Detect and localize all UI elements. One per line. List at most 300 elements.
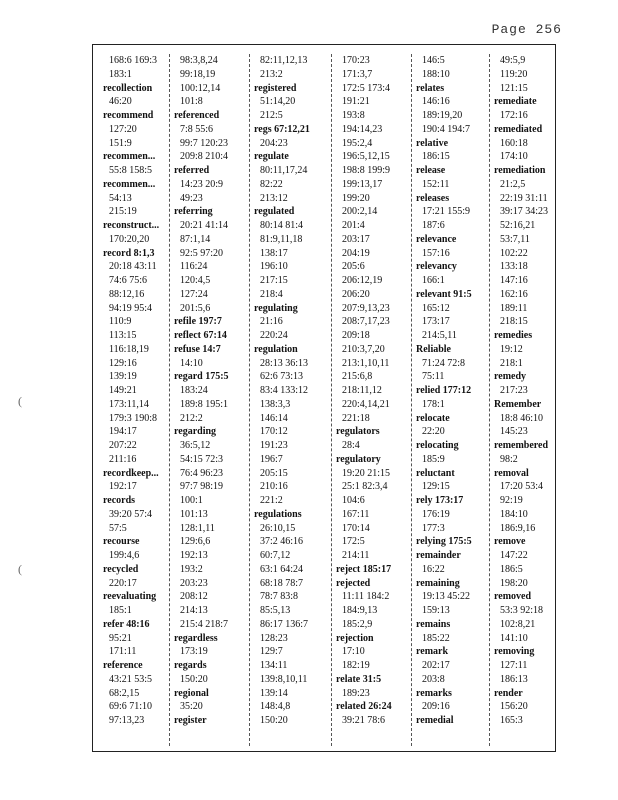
index-reference: 20:18 43:11 <box>109 261 157 273</box>
index-reference: 101:13 <box>180 508 208 520</box>
index-reference: 54:15 72:3 <box>180 453 224 465</box>
index-reference: 19:20 21:15 <box>342 467 391 479</box>
index-reference: 99:7 120:23 <box>180 137 229 149</box>
index-term: rejected <box>336 577 371 589</box>
index-term: remediation <box>494 165 546 176</box>
index-reference: 194:14,23 <box>342 123 383 135</box>
index-term: relied 177:12 <box>416 385 472 396</box>
index-reference: 128:1,11 <box>180 522 215 534</box>
index-reference: 129:7 <box>260 646 283 658</box>
index-term: releases <box>416 192 450 204</box>
index-reference: 101:8 <box>180 96 203 108</box>
index-reference: 218:11,12 <box>342 385 382 396</box>
index-term: regulate <box>254 151 289 163</box>
index-reference: 21:16 <box>260 316 283 328</box>
index-reference: 174:10 <box>500 151 528 163</box>
index-reference: 119:20 <box>500 68 528 80</box>
index-reference: 19:13 45:22 <box>422 591 471 603</box>
index-term: reluctant <box>416 467 455 479</box>
index-reference: 28:13 36:13 <box>260 357 309 369</box>
index-reference: 78:7 83:8 <box>260 591 299 603</box>
index-reference: 215:19 <box>109 206 137 218</box>
index-reference: 186:15 <box>422 151 450 163</box>
index-reference: 191:23 <box>260 440 288 451</box>
index-reference: 212:2 <box>180 412 203 424</box>
index-term: regarding <box>174 426 217 438</box>
index-reference: 17:10 <box>342 646 365 658</box>
index-reference: 75:11 <box>422 371 445 383</box>
index-reference: 146:16 <box>422 96 450 108</box>
index-reference: 207:9,13,23 <box>342 302 390 314</box>
index-reference: 205:15 <box>260 467 288 479</box>
index-reference: 166:1 <box>422 275 445 286</box>
index-term: relevance <box>416 233 457 245</box>
index-term: rejection <box>336 632 374 644</box>
index-reference: 170:14 <box>342 522 370 534</box>
index-reference: 147:22 <box>500 550 528 561</box>
index-reference: 74:6 75:6 <box>109 275 148 286</box>
index-reference: 178:1 <box>422 398 445 410</box>
index-reference: 196:5,12,15 <box>342 151 390 163</box>
index-reference: 98:3,8,24 <box>180 55 218 66</box>
index-reference: 76:4 96:23 <box>180 467 224 479</box>
index-reference: 22:20 <box>422 426 445 438</box>
index-reference: 71:24 72:8 <box>422 357 466 369</box>
index-reference: 121:15 <box>500 82 528 94</box>
index-reference: 51:14,20 <box>260 96 296 108</box>
index-term: regardless <box>174 632 218 644</box>
index-reference: 35:20 <box>180 701 203 713</box>
index-reference: 36:5,12 <box>180 440 211 451</box>
index-term: remediated <box>494 123 543 135</box>
index-reference: 203:23 <box>180 577 208 589</box>
index-reference: 156:20 <box>500 701 528 713</box>
index-term: remarks <box>416 687 452 699</box>
index-term: regulated <box>254 206 295 218</box>
index-reference: 129:16 <box>109 357 137 369</box>
index-term: regulators <box>336 426 380 438</box>
index-reference: 218:15 <box>500 316 528 328</box>
index-reference: 215:4 218:7 <box>180 618 229 630</box>
index-term: recycled <box>103 563 139 575</box>
index-reference: 221:2 <box>260 495 283 506</box>
index-reference: 189:23 <box>342 687 370 699</box>
index-reference: 43:21 53:5 <box>109 673 153 685</box>
index-term: records <box>103 495 136 506</box>
index-reference: 199:13,17 <box>342 178 383 190</box>
index-reference: 37:2 46:16 <box>260 536 304 548</box>
index-reference: 20:21 41:14 <box>180 220 229 231</box>
index-column <box>331 54 408 746</box>
index-reference: 80:11,17,24 <box>260 165 308 176</box>
index-reference: 184:10 <box>500 508 528 520</box>
index-reference: 207:22 <box>109 440 137 451</box>
index-reference: 86:17 136:7 <box>260 618 309 630</box>
index-reference: 139:14 <box>260 687 288 699</box>
index-reference: 110:9 <box>109 316 132 328</box>
index-term: relocate <box>416 412 450 424</box>
index-term: register <box>174 715 207 726</box>
index-column <box>249 54 328 746</box>
index-reference: 22:19 31:11 <box>500 192 548 204</box>
index-column <box>411 54 486 746</box>
index-term: removing <box>494 646 535 658</box>
index-term: recollection <box>103 82 153 94</box>
index-reference: 177:3 <box>422 522 445 534</box>
index-term: referred <box>174 165 210 176</box>
index-reference: 201:5,6 <box>180 302 211 314</box>
index-box <box>92 44 556 752</box>
index-reference: 173:19 <box>180 646 208 658</box>
index-reference: 198:20 <box>500 577 528 589</box>
index-reference: 191:21 <box>342 96 370 108</box>
index-reference: 11:11 184:2 <box>342 591 390 603</box>
index-reference: 80:14 81:4 <box>260 220 304 231</box>
index-term: rely 173:17 <box>416 495 464 506</box>
index-term: registered <box>254 82 297 94</box>
index-reference: 214:13 <box>180 605 208 616</box>
index-reference: 195:2,4 <box>342 137 373 149</box>
index-reference: 162:16 <box>500 288 528 300</box>
index-reference: 199:20 <box>342 192 370 204</box>
index-reference: 60:7,12 <box>260 550 291 561</box>
index-term: refile 197:7 <box>174 316 222 328</box>
index-term: relevancy <box>416 261 457 273</box>
index-reference: 157:16 <box>422 247 450 259</box>
index-reference: 113:15 <box>109 330 137 341</box>
index-reference: 198:8 199:9 <box>342 165 391 176</box>
index-reference: 49:5,9 <box>500 55 526 66</box>
index-reference: 209:18 <box>342 330 370 341</box>
index-term: refuse 14:7 <box>174 343 221 355</box>
index-reference: 52:16,21 <box>500 220 536 231</box>
index-reference: 152:11 <box>422 178 450 190</box>
index-reference: 147:16 <box>500 275 528 286</box>
index-reference: 192:17 <box>109 481 137 493</box>
index-reference: 104:6 <box>342 495 365 506</box>
index-reference: 221:18 <box>342 412 370 424</box>
index-reference: 193:2 <box>180 563 203 575</box>
index-reference: 150:20 <box>180 673 208 685</box>
index-reference: 139:8,10,11 <box>260 673 308 685</box>
index-term: render <box>494 687 523 699</box>
index-reference: 120:4,5 <box>180 275 211 286</box>
index-reference: 88:12,16 <box>109 288 145 300</box>
index-reference: 176:19 <box>422 508 450 520</box>
index-reference: 185:1 <box>109 605 132 616</box>
index-reference: 214:5,11 <box>422 330 457 341</box>
index-reference: 53:7,11 <box>500 233 530 245</box>
index-reference: 85:5,13 <box>260 605 291 616</box>
index-reference: 28:4 <box>342 440 360 451</box>
index-reference: 151:9 <box>109 137 132 149</box>
index-term: relying 175:5 <box>416 536 472 548</box>
index-reference: 138:3,3 <box>260 398 291 410</box>
index-term: reflect 67:14 <box>174 330 227 341</box>
index-reference: 173:11,14 <box>109 398 149 410</box>
index-reference: 82:22 <box>260 178 283 190</box>
page-number: Page 256 <box>491 22 562 37</box>
index-reference: 49:23 <box>180 192 203 204</box>
index-term: remove <box>494 536 526 548</box>
index-term: release <box>416 165 446 176</box>
index-term: regards <box>174 660 207 671</box>
index-column <box>489 54 552 746</box>
index-reference: 127:24 <box>180 288 208 300</box>
index-reference: 68:2,15 <box>109 687 140 699</box>
index-reference: 172:16 <box>500 110 528 121</box>
index-reference: 99:18,19 <box>180 68 216 80</box>
index-reference: 210:16 <box>260 481 288 493</box>
index-reference: 98:2 <box>500 453 518 465</box>
index-reference: 18:8 46:10 <box>500 412 544 424</box>
index-reference: 220:17 <box>109 577 137 589</box>
index-reference: 208:7,17,23 <box>342 316 390 328</box>
index-term: relocating <box>416 440 459 451</box>
index-reference: 54:13 <box>109 192 132 204</box>
index-reference: 210:3,7,20 <box>342 343 385 355</box>
index-term: remark <box>416 646 449 658</box>
index-reference: 172:5 <box>342 536 365 548</box>
index-reference: 7:8 55:6 <box>180 123 214 135</box>
index-reference: 185:2,9 <box>342 618 373 630</box>
index-term: regulatory <box>336 453 381 465</box>
index-reference: 185:9 <box>422 453 445 465</box>
index-reference: 116:18,19 <box>109 343 149 355</box>
index-reference: 217:23 <box>500 385 528 396</box>
index-reference: 68:18 78:7 <box>260 577 304 589</box>
index-reference: 208:12 <box>180 591 208 603</box>
index-reference: 188:10 <box>422 68 450 80</box>
index-reference: 202:17 <box>422 660 450 671</box>
index-reference: 100:1 <box>180 495 203 506</box>
index-reference: 206:12,19 <box>342 275 383 286</box>
index-reference: 212:5 <box>260 110 283 121</box>
index-reference: 129:15 <box>422 481 450 493</box>
index-reference: 205:6 <box>342 261 365 273</box>
index-term: Reliable <box>416 343 451 355</box>
index-term: remedial <box>416 715 454 726</box>
index-term: reference <box>103 660 143 671</box>
index-reference: 196:7 <box>260 453 283 465</box>
index-reference: 185:22 <box>422 632 450 644</box>
index-reference: 206:20 <box>342 288 370 300</box>
index-reference: 16:22 <box>422 563 445 575</box>
index-column <box>169 54 246 746</box>
index-reference: 146:5 <box>422 55 445 66</box>
index-reference: 97:7 98:19 <box>180 481 224 493</box>
index-reference: 182:19 <box>342 660 370 671</box>
index-term: referenced <box>174 110 220 121</box>
index-reference: 17:20 53:4 <box>500 481 544 493</box>
index-reference: 170:20,20 <box>109 233 150 245</box>
index-reference: 92:19 <box>500 495 523 506</box>
index-reference: 87:1,14 <box>180 233 211 245</box>
index-reference: 57:5 <box>109 522 127 534</box>
index-reference: 220:24 <box>260 330 288 341</box>
index-reference: 146:14 <box>260 412 288 424</box>
index-reference: 160:18 <box>500 137 528 149</box>
index-term: regulations <box>254 508 302 520</box>
index-reference: 25:1 82:3,4 <box>342 481 388 493</box>
index-reference: 172:5 173:4 <box>342 82 391 94</box>
index-reference: 97:13,23 <box>109 715 145 726</box>
index-term: regard 175:5 <box>174 371 229 383</box>
index-term: regional <box>174 687 209 699</box>
index-reference: 213:1,10,11 <box>342 357 390 369</box>
index-reference: 134:11 <box>260 660 288 671</box>
index-term: regs 67:12,21 <box>254 123 310 135</box>
index-reference: 190:4 194:7 <box>422 123 471 135</box>
index-reference: 213:12 <box>260 192 288 204</box>
index-reference: 179:3 190:8 <box>109 412 158 424</box>
index-term: related 26:24 <box>336 701 392 713</box>
index-reference: 203:8 <box>422 673 445 685</box>
index-reference: 189:11 <box>500 302 528 314</box>
index-reference: 186:13 <box>500 673 528 685</box>
index-reference: 183:1 <box>109 68 132 80</box>
index-term: remembered <box>494 440 549 451</box>
index-reference: 14:10 <box>180 357 203 369</box>
index-reference: 92:5 97:20 <box>180 247 224 259</box>
index-reference: 17:21 155:9 <box>422 206 471 218</box>
index-reference: 165:3 <box>500 715 523 726</box>
index-reference: 149:21 <box>109 385 137 396</box>
index-term: remains <box>416 618 451 630</box>
index-reference: 150:20 <box>260 715 288 726</box>
margin-mark: ( <box>18 394 22 408</box>
index-term: removed <box>494 591 532 603</box>
index-term: recourse <box>103 536 140 548</box>
index-term: reconstruct... <box>103 220 160 231</box>
index-reference: 53:3 92:18 <box>500 605 544 616</box>
index-reference: 211:16 <box>109 453 137 465</box>
index-reference: 173:17 <box>422 316 450 328</box>
index-reference: 218:1 <box>500 357 523 369</box>
index-term: relevant 91:5 <box>416 288 472 300</box>
index-reference: 199:4,6 <box>109 550 140 561</box>
index-reference: 102:8,21 <box>500 618 536 630</box>
index-reference: 170:12 <box>260 426 288 438</box>
index-reference: 183:24 <box>180 385 208 396</box>
index-reference: 196:10 <box>260 261 288 273</box>
index-reference: 186:9,16 <box>500 522 536 534</box>
index-reference: 171:11 <box>109 646 137 658</box>
index-reference: 55:8 158:5 <box>109 165 153 176</box>
index-reference: 82:11,12,13 <box>260 55 308 66</box>
index-reference: 167:11 <box>342 508 370 520</box>
index-reference: 189:19,20 <box>422 110 463 121</box>
index-reference: 100:12,14 <box>180 82 221 94</box>
index-reference: 184:9,13 <box>342 605 378 616</box>
index-reference: 83:4 133:12 <box>260 385 309 396</box>
index-reference: 46:20 <box>109 96 132 108</box>
index-reference: 102:22 <box>500 247 528 259</box>
index-reference: 165:12 <box>422 302 450 314</box>
index-reference: 201:4 <box>342 220 365 231</box>
index-reference: 209:8 210:4 <box>180 151 229 163</box>
index-term: recommen... <box>103 178 156 190</box>
index-term: relative <box>416 137 449 149</box>
index-reference: 194:17 <box>109 426 137 438</box>
index-reference: 214:11 <box>342 550 370 561</box>
index-reference: 21:2,5 <box>500 178 526 190</box>
index-term: refer 48:16 <box>103 618 150 630</box>
index-term: referring <box>174 206 213 218</box>
index-reference: 220:4,14,21 <box>342 398 390 410</box>
index-reference: 218:4 <box>260 288 283 300</box>
index-term: remedy <box>494 371 527 383</box>
index-term: removal <box>494 467 529 479</box>
index-reference: 159:13 <box>422 605 450 616</box>
index-term: regulating <box>254 302 298 314</box>
index-reference: 94:19 95:4 <box>109 302 153 314</box>
index-term: record 8:1,3 <box>103 247 155 259</box>
index-reference: 14:23 20:9 <box>180 178 224 190</box>
index-reference: 204:23 <box>260 137 288 149</box>
index-reference: 95:21 <box>109 632 132 644</box>
index-reference: 186:5 <box>500 563 523 575</box>
index-reference: 148:4,8 <box>260 701 291 713</box>
index-reference: 39:21 78:6 <box>342 715 386 726</box>
index-reference: 138:17 <box>260 247 288 259</box>
index-reference: 127:20 <box>109 123 137 135</box>
index-reference: 139:19 <box>109 371 137 383</box>
index-reference: 39:20 57:4 <box>109 508 153 520</box>
index-reference: 168:6 169:3 <box>109 55 158 66</box>
index-reference: 215:6,8 <box>342 371 373 383</box>
index-reference: 209:16 <box>422 701 450 713</box>
index-reference: 189:8 195:1 <box>180 398 229 410</box>
index-reference: 133:18 <box>500 261 528 273</box>
index-reference: 69:6 71:10 <box>109 701 153 713</box>
index-reference: 62:6 73:13 <box>260 371 304 383</box>
index-reference: 171:3,7 <box>342 68 373 80</box>
index-reference: 204:19 <box>342 247 370 259</box>
index-reference: 187:6 <box>422 220 445 231</box>
index-term: reject 185:17 <box>336 563 392 575</box>
index-reference: 213:2 <box>260 68 283 80</box>
index-reference: 116:24 <box>180 261 208 273</box>
index-reference: 26:10,15 <box>260 522 296 534</box>
index-term: reevaluating <box>103 591 157 603</box>
margin-mark: ( <box>18 562 22 576</box>
index-term: recommen... <box>103 151 156 163</box>
index-reference: 129:6,6 <box>180 536 211 548</box>
index-column <box>99 54 165 746</box>
index-reference: 127:11 <box>500 660 528 671</box>
index-term: relate 31:5 <box>336 673 382 685</box>
index-term: remaining <box>416 577 460 589</box>
index-reference: 145:23 <box>500 426 528 438</box>
index-reference: 200:2,14 <box>342 206 378 218</box>
index-term: Remember <box>494 398 542 410</box>
index-reference: 39:17 34:23 <box>500 206 549 218</box>
index-term: remainder <box>416 550 461 561</box>
index-term: remediate <box>494 96 537 108</box>
index-reference: 141:10 <box>500 632 528 644</box>
index-term: relates <box>416 82 445 94</box>
index-term: regulation <box>254 343 298 355</box>
index-reference: 81:9,11,18 <box>260 233 303 245</box>
index-reference: 193:8 <box>342 110 365 121</box>
index-reference: 192:13 <box>180 550 208 561</box>
index-term: remedies <box>494 330 533 341</box>
index-reference: 203:17 <box>342 233 370 245</box>
index-reference: 19:12 <box>500 343 523 355</box>
index-reference: 128:23 <box>260 632 288 644</box>
index-term: recordkeep... <box>103 467 159 479</box>
